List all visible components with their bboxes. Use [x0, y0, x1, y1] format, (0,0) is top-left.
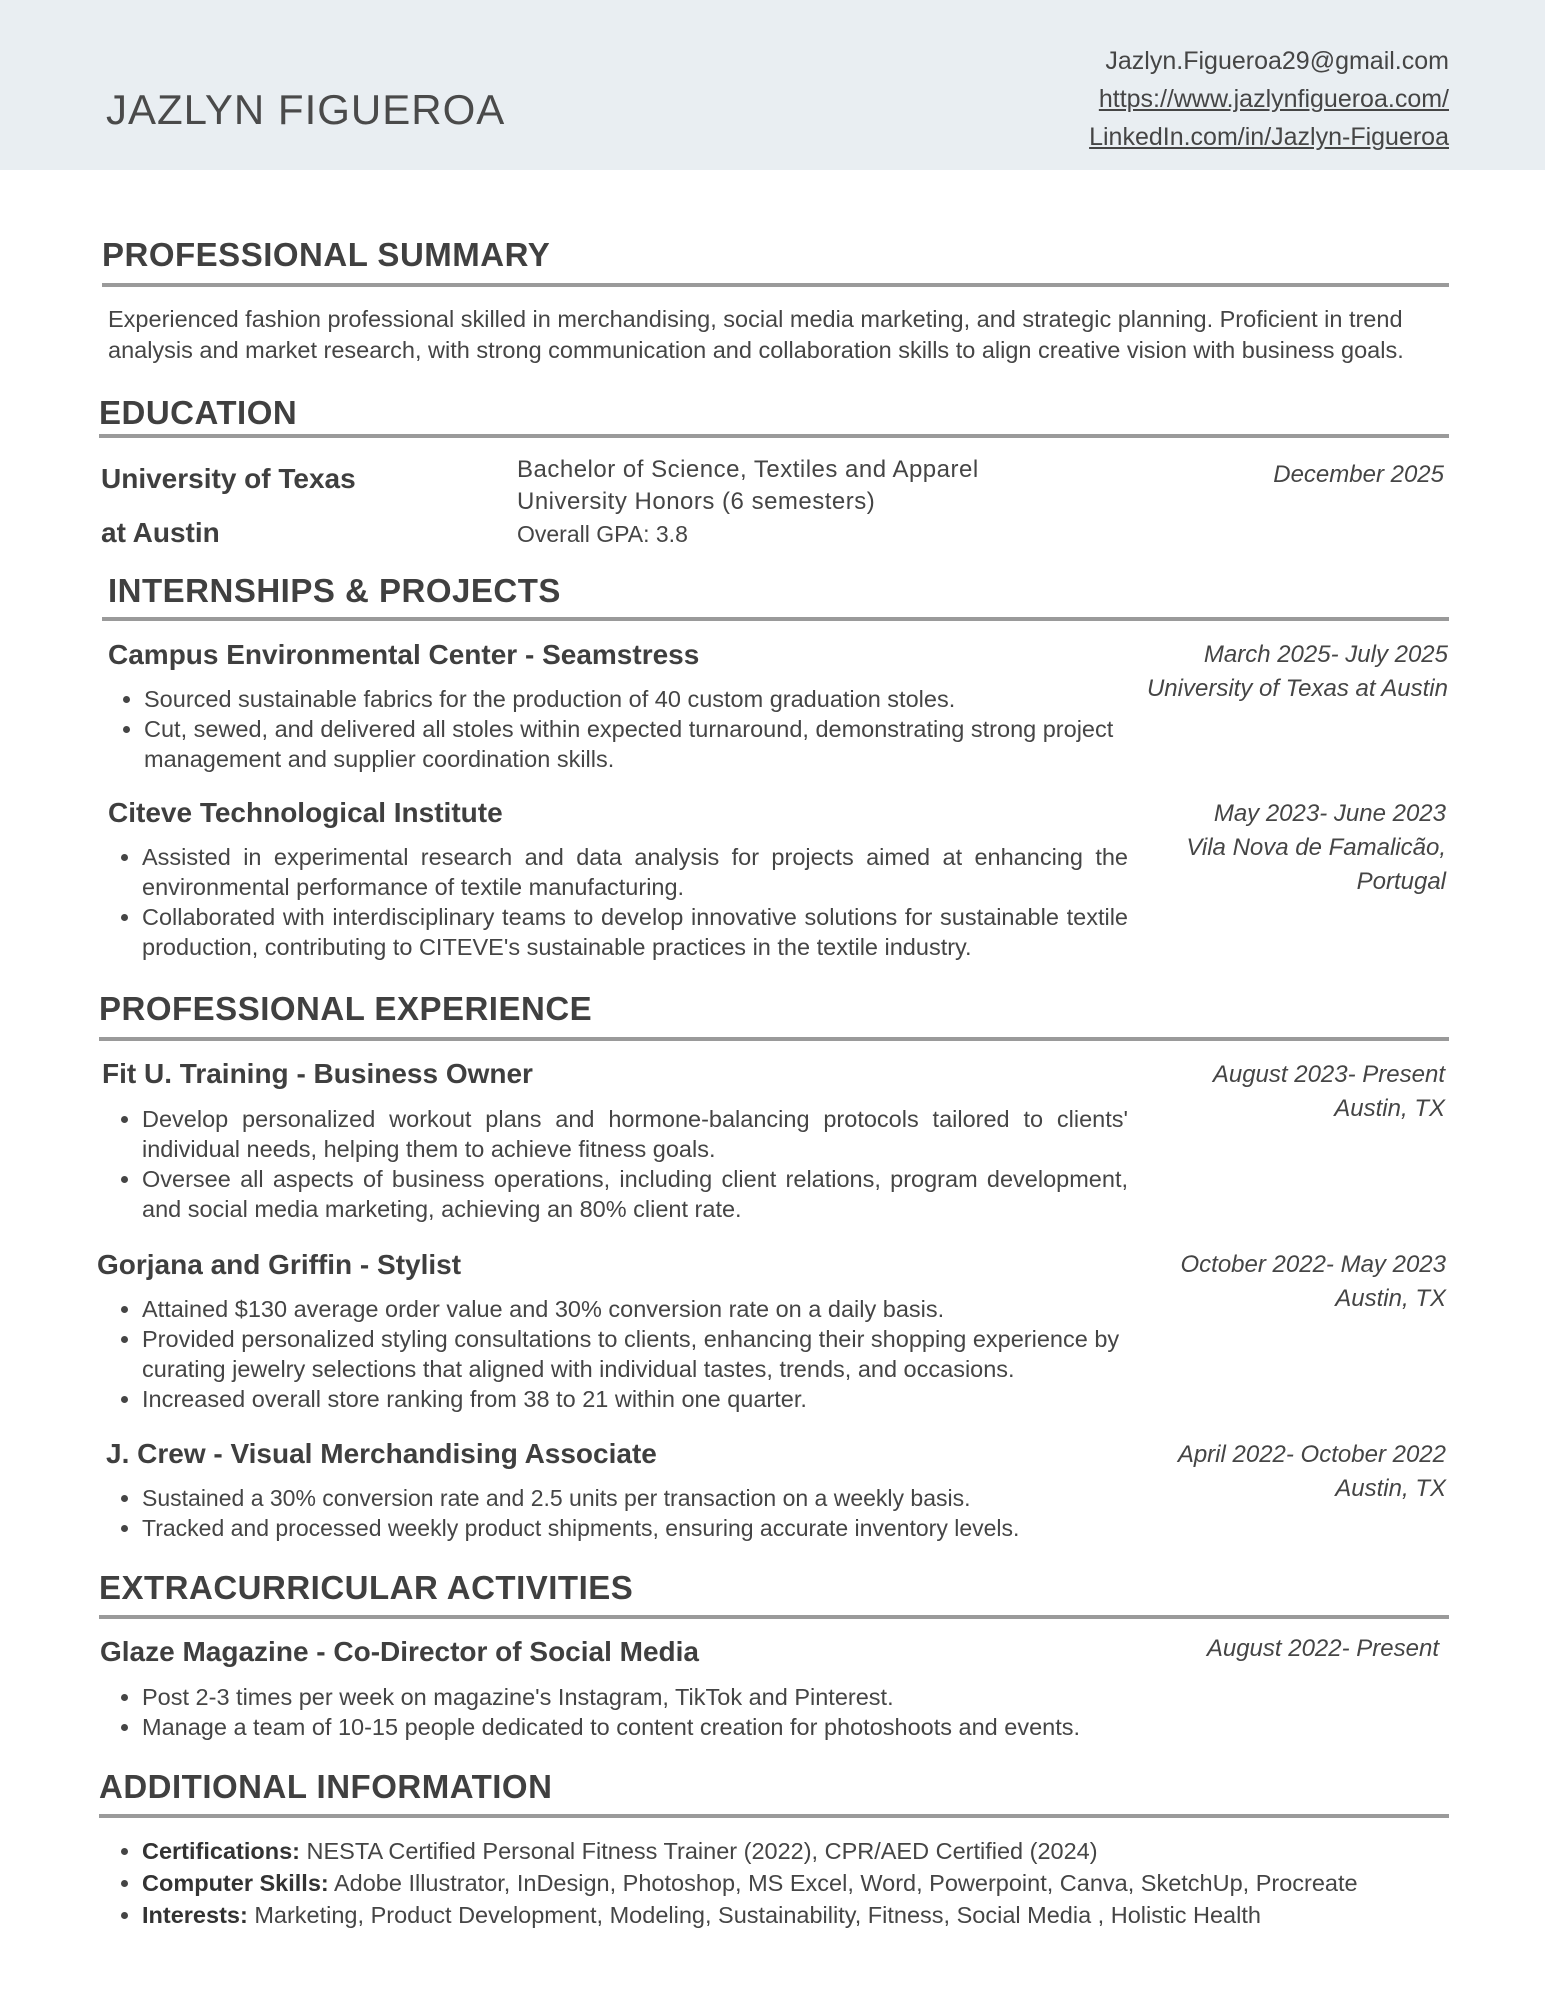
education-date: December 2025	[1273, 461, 1444, 488]
internships-heading: INTERNSHIPS & PROJECTS	[108, 572, 561, 609]
website-link[interactable]: https://www.jazlynfigueroa.com/	[1098, 85, 1449, 113]
internship-1-bullets	[108, 684, 1124, 774]
experience-3-location: Austin, TX	[1335, 1475, 1446, 1502]
certifications-label: Certifications:	[142, 1838, 300, 1864]
gpa: Overall GPA: 3.8	[517, 521, 688, 547]
experience-1-meta	[1213, 1058, 1445, 1126]
experience-1-bullets	[106, 1104, 1128, 1224]
internship-2-bullets	[106, 842, 1128, 962]
internship-2-location-2: Portugal	[1356, 868, 1446, 895]
education-details	[517, 454, 979, 550]
list-item: • Post 2-3 times per week on magazine's Instagram, TikTok and Pinterest.	[142, 1682, 1242, 1712]
experience-2-date: October 2022- May 2023	[1180, 1251, 1446, 1278]
list-item: • Sourced sustainable fabrics for the production of 40 custom graduation stoles.	[144, 684, 1124, 714]
internship-1-date: March 2025- July 2025	[1203, 641, 1448, 668]
experience-heading: PROFESSIONAL EXPERIENCE	[99, 990, 593, 1027]
experience-2-meta	[1181, 1248, 1447, 1316]
extracurricular-heading: EXTRACURRICULAR ACTIVITIES	[99, 1569, 634, 1606]
education-heading: EDUCATION	[99, 394, 298, 431]
education-rule	[99, 434, 1449, 438]
extracurricular-date: August 2022- Present	[1206, 1635, 1439, 1662]
list-item: • Cut, sewed, and delivered all stoles within expected turnaround, demonstrating strong project management and supplier coordination skills.	[144, 714, 1124, 774]
school-line-1: University of Texas	[101, 463, 356, 494]
internship-1-role: Campus Environmental Center - Seamstress	[108, 639, 700, 670]
experience-2-role: Gorjana and Griffin - Stylist	[97, 1249, 462, 1280]
skills-label: Computer Skills:	[142, 1870, 329, 1896]
list-item	[142, 1867, 1482, 1899]
honors: University Honors (6 semesters)	[517, 488, 876, 515]
degree: Bachelor of Science, Textiles and Apparel	[517, 456, 979, 483]
summary-rule	[102, 283, 1449, 287]
list-item: • Tracked and processed weekly product shipments, ensuring accurate inventory levels.	[142, 1513, 1128, 1543]
summary-text: Experienced fashion professional skilled in merchandising, social media marketing, and strategic planning. Proficient in trend analysis and market research, with strong communication and collaboration skills to align creative vision with business goals.	[108, 306, 1404, 363]
list-item	[142, 1835, 1482, 1867]
school-line-2: at Austin	[101, 517, 220, 548]
list-item: • Increased overall store ranking from 38 to 21 within one quarter.	[142, 1384, 1128, 1414]
certifications-value: NESTA Certified Personal Fitness Trainer (2022), CPR/AED Certified (2024)	[300, 1838, 1098, 1864]
extracurricular-bullets	[106, 1682, 1242, 1742]
contact-block	[1089, 42, 1449, 156]
internship-1-location: University of Texas at Austin	[1146, 675, 1448, 702]
experience-2-bullets	[106, 1294, 1128, 1414]
experience-3-date: April 2022- October 2022	[1177, 1441, 1446, 1468]
list-item: • Oversee all aspects of business operations, including client relations, program development, and social media marketing, achieving an 80% client rate.	[142, 1164, 1128, 1224]
additional-bullets	[106, 1835, 1482, 1931]
internship-2-role: Citeve Technological Institute	[108, 797, 503, 828]
candidate-name: JAZLYN FIGUEROA	[106, 86, 506, 133]
extracurricular-rule	[99, 1615, 1449, 1619]
header-band	[0, 0, 1545, 170]
experience-2-location: Austin, TX	[1335, 1285, 1446, 1312]
skills-value: Adobe Illustrator, InDesign, Photoshop, MS Excel, Word, Powerpoint, Canva, SketchUp, Procreate	[328, 1870, 1358, 1896]
email-link[interactable]: Jazlyn.Figueroa29@gmail.com	[1105, 47, 1449, 75]
internships-rule	[102, 617, 1449, 621]
experience-1-date: August 2023- Present	[1212, 1061, 1445, 1088]
summary-heading: PROFESSIONAL SUMMARY	[102, 236, 551, 273]
list-item	[142, 1899, 1482, 1931]
extracurricular-role: Glaze Magazine - Co-Director of Social Media	[100, 1636, 700, 1667]
experience-rule	[99, 1037, 1449, 1041]
interests-label: Interests:	[142, 1902, 248, 1928]
internship-1-meta	[1147, 638, 1448, 706]
internship-2-meta	[1186, 797, 1446, 899]
experience-3-meta	[1178, 1438, 1446, 1506]
list-item: • Assisted in experimental research and data analysis for projects aimed at enhancing the environmental performance of textile manufacturing.	[142, 842, 1128, 902]
list-item: • Sustained a 30% conversion rate and 2.5 units per transaction on a weekly basis.	[142, 1483, 1128, 1513]
additional-rule	[99, 1814, 1449, 1818]
additional-heading: ADDITIONAL INFORMATION	[99, 1768, 553, 1805]
list-item: • Manage a team of 10-15 people dedicated to content creation for photoshoots and events.	[142, 1712, 1242, 1742]
internship-2-date: May 2023- June 2023	[1213, 800, 1446, 827]
internship-2-location-1: Vila Nova de Famalicão,	[1186, 834, 1446, 861]
experience-1-location: Austin, TX	[1334, 1095, 1445, 1122]
list-item: • Develop personalized workout plans and hormone-balancing protocols tailored to clients' individual needs, helping them to achieve fitness goals.	[142, 1104, 1128, 1164]
list-item: • Provided personalized styling consultations to clients, enhancing their shopping experience by curating jewelry selections that aligned with individual tastes, trends, and occasions.	[142, 1324, 1128, 1384]
list-item: • Collaborated with interdisciplinary teams to develop innovative solutions for sustainable textile production, contributing to CITEVE's sustainable practices in the textile industry.	[142, 902, 1128, 962]
experience-3-role: J. Crew - Visual Merchandising Associate	[106, 1438, 657, 1469]
experience-1-role: Fit U. Training - Business Owner	[102, 1058, 533, 1089]
experience-3-bullets	[106, 1483, 1128, 1543]
list-item: • Attained $130 average order value and 30% conversion rate on a daily basis.	[142, 1294, 1128, 1324]
linkedin-link[interactable]: LinkedIn.com/in/Jazlyn-Figueroa	[1089, 123, 1449, 151]
education-school	[101, 452, 356, 560]
interests-value: Marketing, Product Development, Modeling, Sustainability, Fitness, Social Media , Holistic Health	[247, 1902, 1261, 1928]
